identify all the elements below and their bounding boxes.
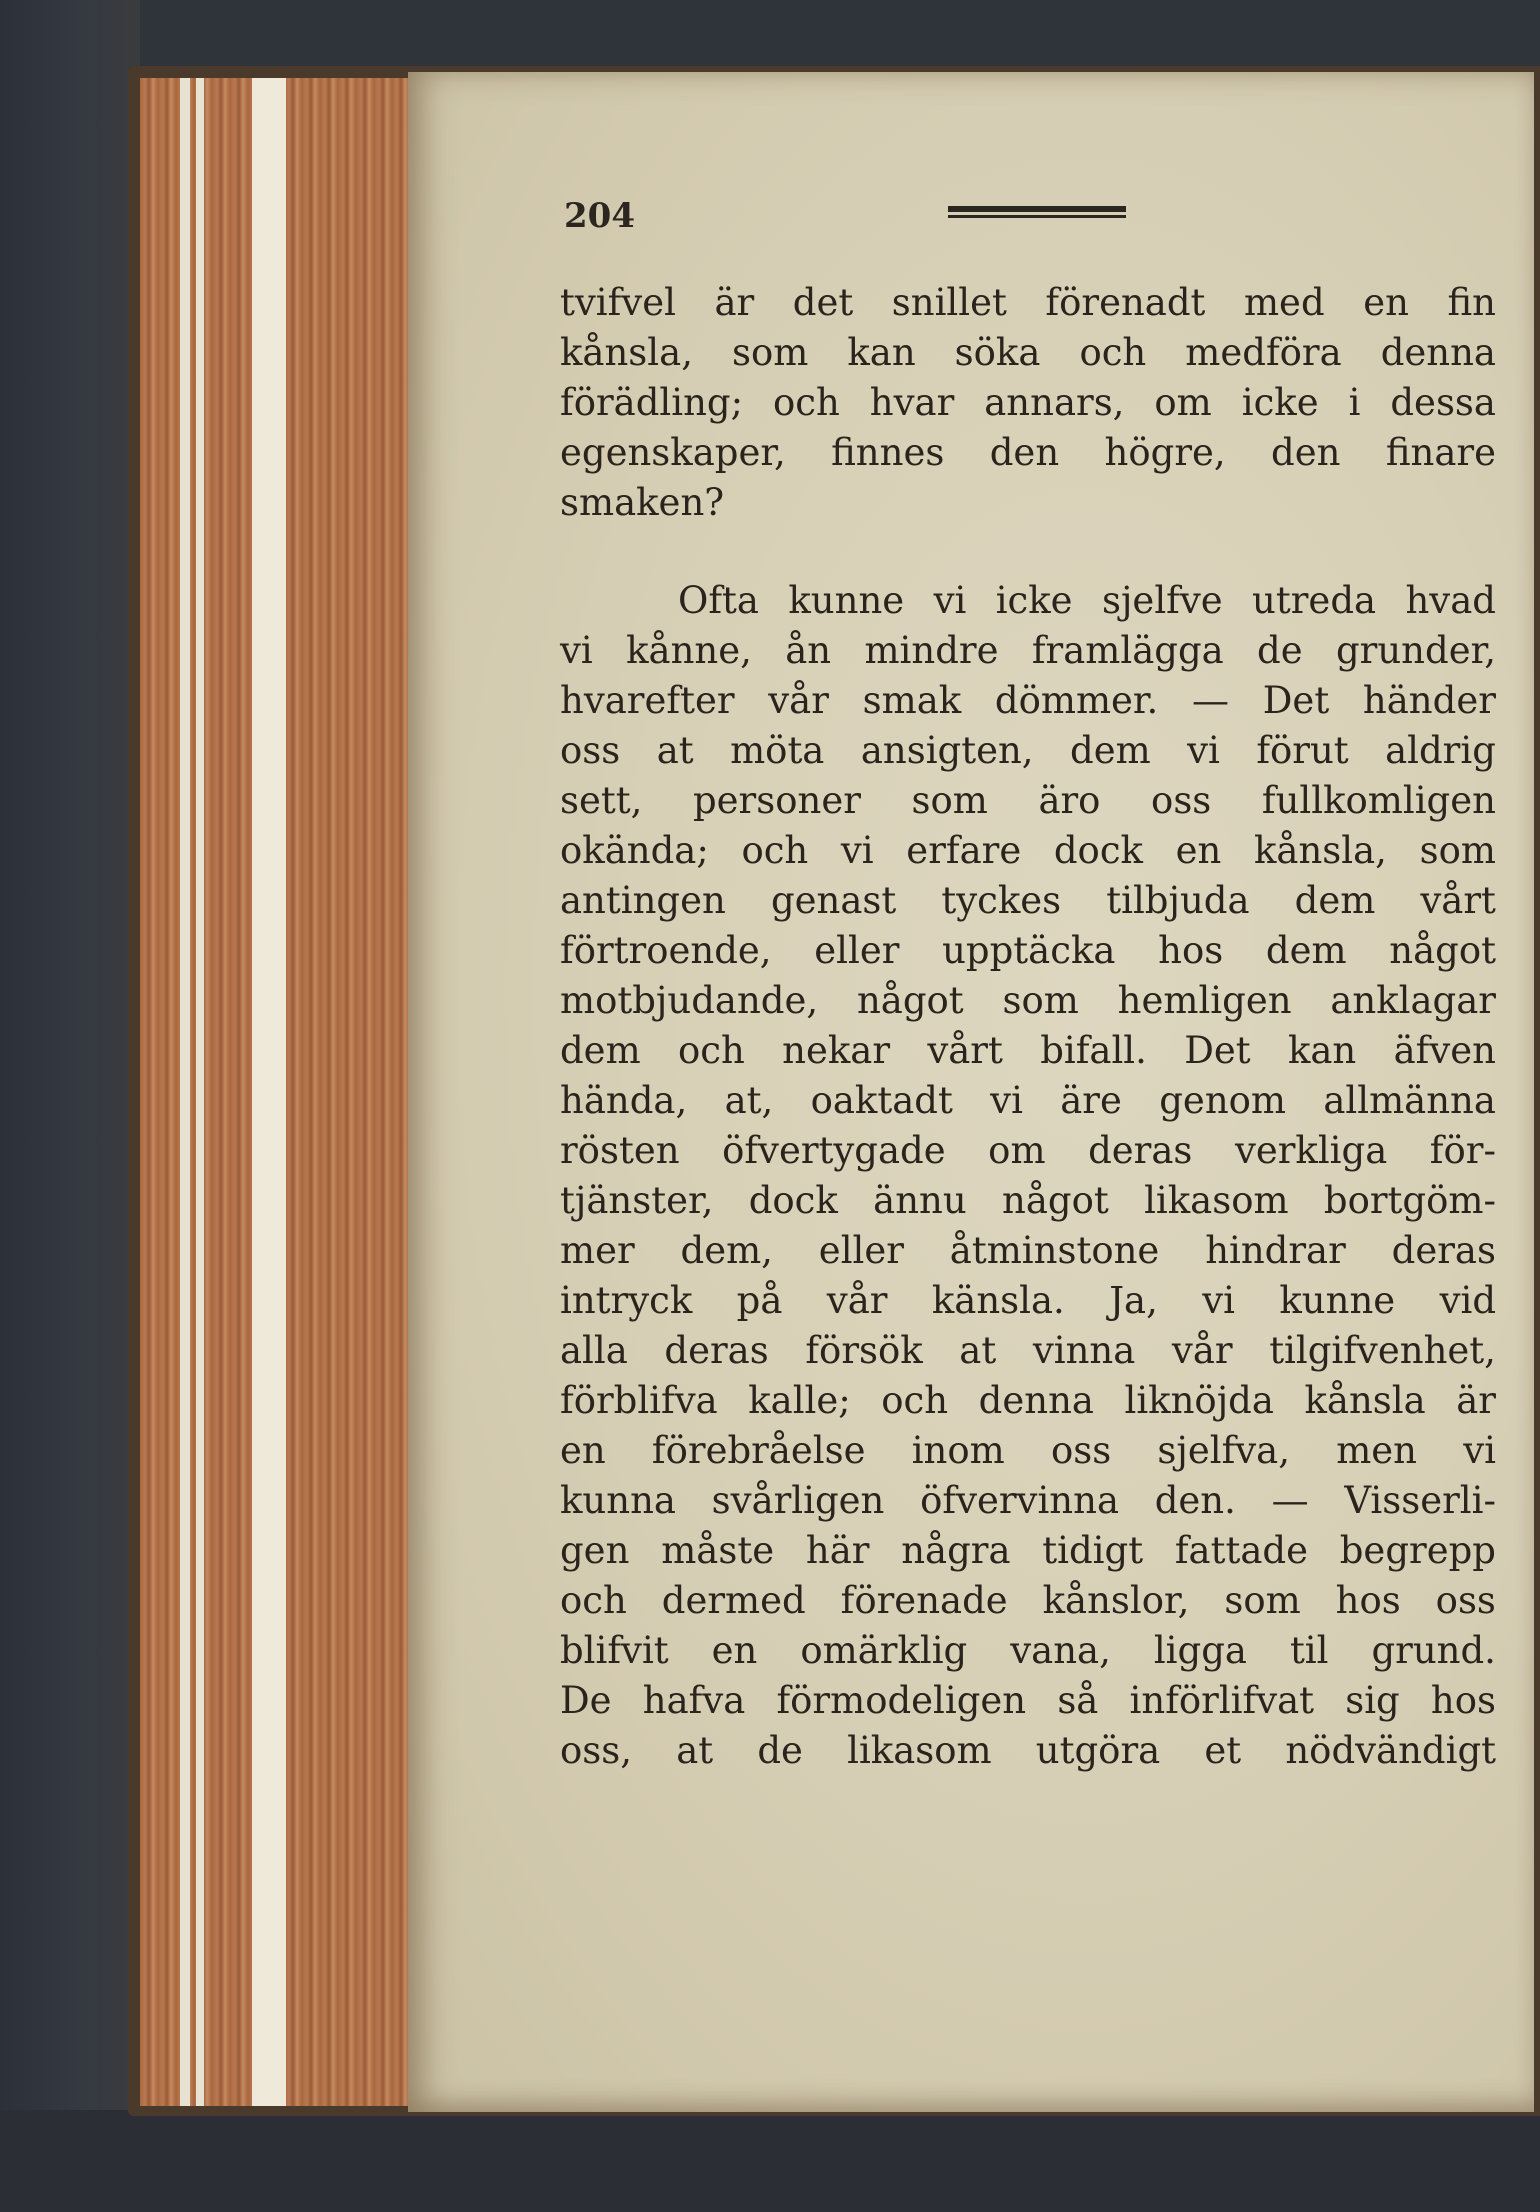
text-line: blifvit en omärklig vana, ligga til grund. [560,1629,1496,1672]
text-line: hvarefter vår smak dömmer. — Det händer [560,679,1496,722]
page-edge-white [252,78,286,2106]
text-line: förädling; och hvar annars, om icke i dessa [560,381,1496,424]
scan-background-bottom [0,2110,1540,2212]
page-number: 204 [564,196,635,236]
text-line: förtroende, eller upptäcka hos dem något [560,929,1496,972]
text-line: motbjudande, något som hemligen anklagar [560,979,1496,1022]
text-line: hända, at, oaktadt vi äre genom allmänna [560,1079,1496,1122]
text-line: Ofta kunne vi icke sjelfve utreda hvad [678,579,1496,622]
paragraph-gap [560,528,1496,576]
text-line: vi kånne, ån mindre framlägga de grunder, [560,629,1496,672]
text-line: intryck på vår känsla. Ja, vi kunne vid [560,1279,1496,1322]
page-text [560,278,1496,1776]
text-line: tvifvel är det snillet förenadt med en fin [560,281,1496,324]
scan-background-top [0,0,1540,70]
text-line: mer dem, eller åtminstone hindrar deras [560,1229,1496,1272]
scan-background-left [0,0,140,2212]
page-edge-white [196,78,204,2106]
text-line: antingen genast tyckes tilbjuda dem vårt [560,879,1496,922]
paragraph [560,576,1496,1776]
text-line: och dermed förenade kånslor, som hos oss [560,1579,1496,1622]
text-line: kunna svårligen öfvervinna den. — Visserli- [560,1479,1496,1522]
text-line: egenskaper, finnes den högre, den finare [560,431,1496,474]
header-rule [948,206,1126,218]
text-line: tjänster, dock ännu något likasom bortgöm- [560,1179,1496,1222]
text-line: alla deras försök at vinna vår tilgifvenhet, [560,1329,1496,1372]
text-line: dem och nekar vårt bifall. Det kan äfven [560,1029,1496,1072]
text-line: oss at möta ansigten, dem vi förut aldrig [560,729,1496,772]
text-line: De hafva förmodeligen så införlifvat sig hos [560,1679,1496,1722]
text-line: gen måste här några tidigt fattade begrepp [560,1529,1496,1572]
text-line: förblifva kalle; och denna liknöjda kånsla är [560,1379,1496,1422]
text-line: oss, at de likasom utgöra et nödvändigt [560,1729,1496,1772]
text-line: smaken? [560,481,725,524]
text-line: rösten öfvertygade om deras verkliga för- [560,1129,1496,1172]
page-edge-white [180,78,190,2106]
paragraph [560,278,1496,528]
text-line: sett, personer som äro oss fullkomligen [560,779,1496,822]
text-line: en förebråelse inom oss sjelfva, men vi [560,1429,1496,1472]
text-line: okända; och vi erfare dock en kånsla, som [560,829,1496,872]
text-line: kånsla, som kan söka och medföra denna [560,331,1496,374]
